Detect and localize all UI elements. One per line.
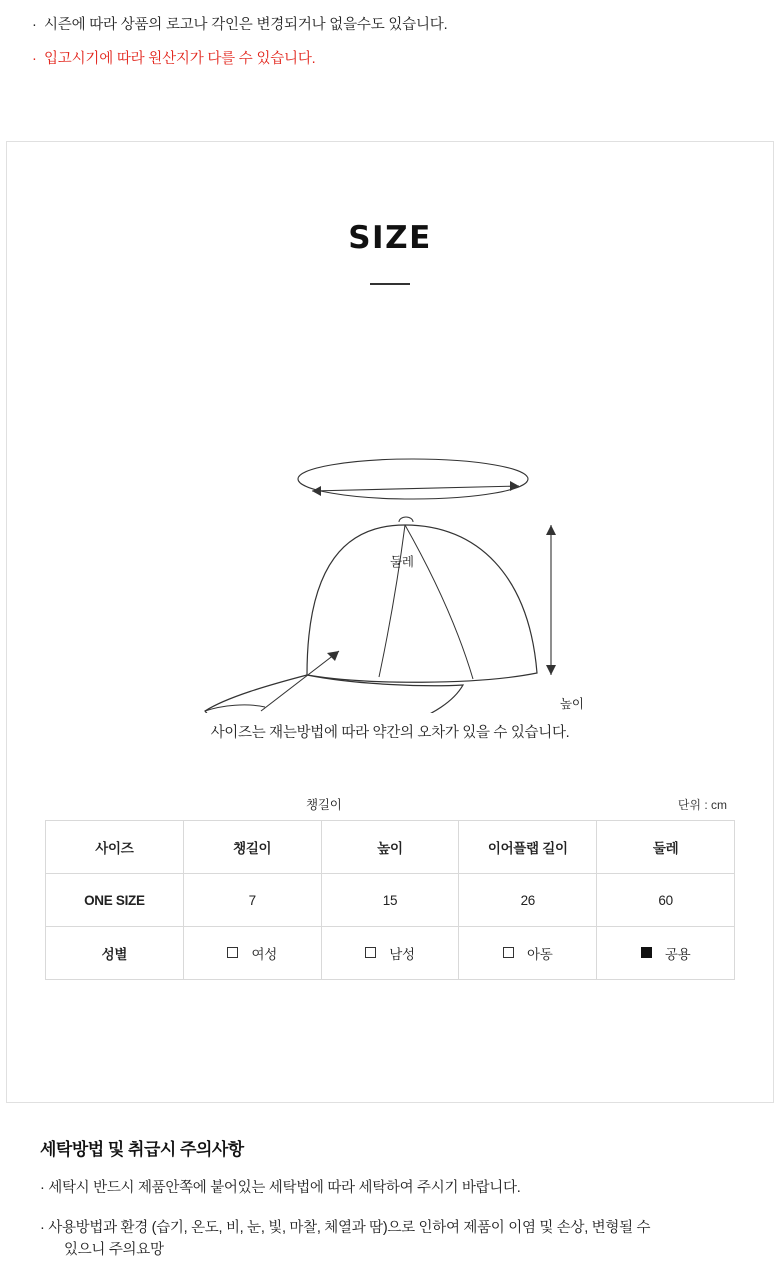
note-line (0, 14, 780, 36)
care-text-continued: 있으니 주의요망 (64, 1241, 164, 1258)
bullet-icon: · (32, 51, 37, 68)
row-label-gender: 성별 (46, 927, 184, 980)
size-panel (6, 141, 774, 1103)
size-table-body (46, 874, 735, 980)
cap-illustration (7, 313, 775, 713)
table-row (46, 874, 735, 927)
cell-height: 15 (321, 874, 459, 927)
gender-option-kids (459, 927, 597, 980)
note-line-highlight (0, 48, 780, 70)
title-divider (370, 283, 410, 285)
checkbox-icon (227, 947, 238, 958)
table-row-gender (46, 927, 735, 980)
table-header-row (46, 821, 735, 874)
cell-brim-length: 7 (183, 874, 321, 927)
label-height: 높이 (560, 697, 584, 711)
col-header-brim: 챙길이 (183, 821, 321, 874)
note-text: 입고시기에 따라 원산지가 다를 수 있습니다. (44, 51, 316, 68)
label-brim-length: 챙길이 (306, 798, 342, 812)
col-header-circumference: 둘레 (597, 821, 735, 874)
care-section-title: 세탁방법 및 취급시 주의사항 (40, 1140, 244, 1159)
unit-note: 단위 : cm (677, 798, 727, 812)
size-table (45, 820, 735, 980)
cell-earflap-length: 26 (459, 874, 597, 927)
checkbox-icon (365, 947, 376, 958)
care-text: 세탁시 반드시 제품안쪽에 붙어있는 세탁법에 따라 세탁하여 주시기 바랍니다. (48, 1180, 521, 1196)
label-circumference: 둘레 (390, 555, 414, 569)
cell-circumference: 60 (597, 874, 735, 927)
checkbox-checked-icon (641, 947, 652, 958)
bullet-icon: · (40, 1219, 45, 1236)
care-section (0, 1135, 780, 1261)
gender-option-men (321, 927, 459, 980)
checkbox-icon (503, 947, 514, 958)
col-header-size: 사이즈 (46, 821, 184, 874)
top-notes (0, 0, 780, 71)
col-header-height: 높이 (321, 821, 459, 874)
gender-option-women (183, 927, 321, 980)
care-line (0, 1178, 780, 1200)
note-text: 시즌에 따라 상품의 로고나 각인은 변경되거나 없을수도 있습니다. (44, 17, 448, 33)
care-text: 사용방법과 환경 (습기, 온도, 비, 눈, 빛, 마찰, 체열과 땀)으로 인하여 제품이 이염 및 손상, 변형될 수 (48, 1219, 651, 1236)
size-caption: 사이즈는 재는방법에 따라 약간의 오차가 있을 수 있습니다. (210, 725, 570, 741)
bullet-icon: · (32, 17, 37, 33)
gender-option-label: 공용 (664, 947, 691, 962)
col-header-earflap: 이어플랩 길이 (459, 821, 597, 874)
gender-option-label: 남성 (389, 947, 415, 962)
row-label-one-size: ONE SIZE (46, 874, 184, 927)
size-table-head (46, 821, 735, 874)
bullet-icon: · (40, 1180, 45, 1196)
size-title: SIZE (348, 220, 432, 256)
care-line (0, 1218, 780, 1262)
gender-option-label: 여성 (251, 947, 277, 962)
gender-option-unisex (597, 927, 735, 980)
gender-option-label: 아동 (527, 947, 553, 962)
